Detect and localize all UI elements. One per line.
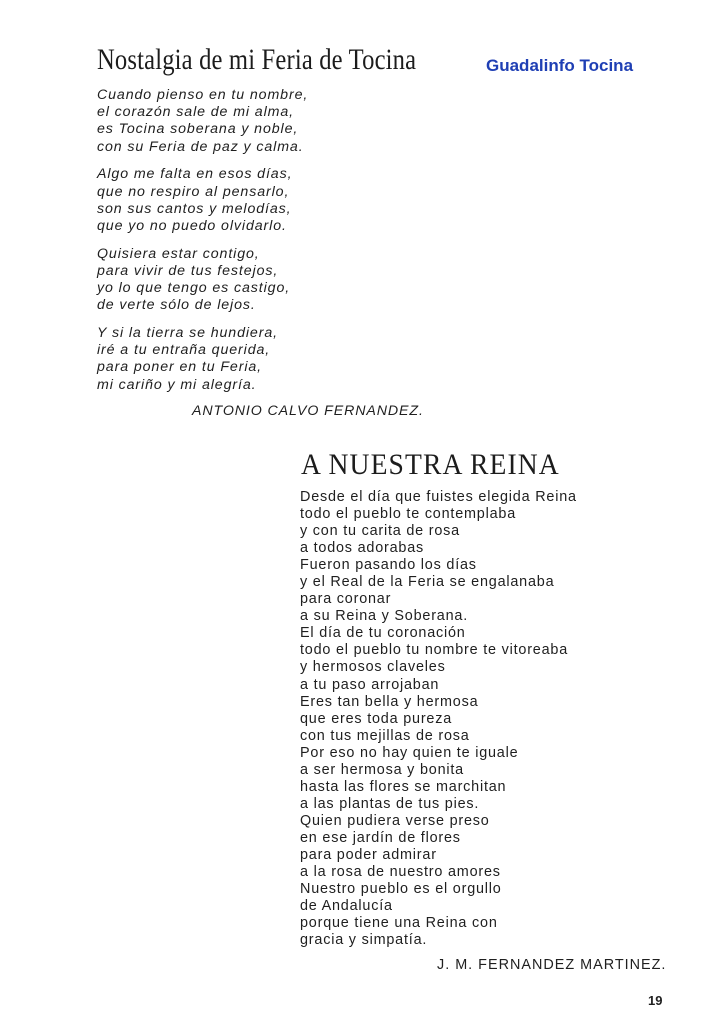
poem-line: de verte sólo de lejos. bbox=[97, 297, 256, 314]
poem-line: para coronar bbox=[300, 591, 392, 608]
poem-line: son sus cantos y melodías, bbox=[97, 200, 292, 217]
poem-line: yo lo que tengo es castigo, bbox=[97, 280, 291, 297]
poem-line: en ese jardín de flores bbox=[300, 829, 461, 846]
poem-line: Algo me falta en esos días, bbox=[97, 166, 293, 183]
poem-line: es Tocina soberana y noble, bbox=[97, 121, 299, 138]
poem-1-body bbox=[97, 87, 308, 404]
poem-line: para poder admirar bbox=[300, 846, 437, 863]
poem-line: a la rosa de nuestro amores bbox=[300, 864, 501, 881]
poem-line: que yo no puedo olvidarlo. bbox=[97, 217, 287, 234]
poem-line: hasta las flores se marchitan bbox=[300, 778, 507, 795]
page-number: 19 bbox=[648, 993, 663, 1008]
poem-line: El día de tu coronación bbox=[300, 625, 466, 642]
poem-line: a su Reina y Soberana. bbox=[300, 608, 468, 625]
poem-line: porque tiene una Reina con bbox=[300, 915, 498, 932]
poem-line: y el Real de la Feria se engalanaba bbox=[300, 574, 555, 591]
poem-line: que no respiro al pensarlo, bbox=[97, 183, 290, 200]
poem-line: Eres tan bella y hermosa bbox=[300, 693, 479, 710]
poem-line: y hermosos claveles bbox=[300, 659, 446, 676]
poem-line: a tu paso arrojaban bbox=[300, 676, 440, 693]
poem-line: para poner en tu Feria, bbox=[97, 359, 263, 376]
poem-2-title: A NUESTRA REINA bbox=[301, 448, 560, 481]
poem-line: Nuestro pueblo es el orgullo bbox=[300, 881, 502, 898]
poem-line: que eres toda pureza bbox=[300, 710, 453, 727]
poem-line: con su Feria de paz y calma. bbox=[97, 138, 304, 155]
stanza bbox=[97, 166, 308, 235]
poem-line: el corazón sale de mi alma, bbox=[97, 104, 294, 121]
poem-line: con tus mejillas de rosa bbox=[300, 727, 470, 744]
poem-2-author: J. M. FERNANDEZ MARTINEZ. bbox=[437, 957, 667, 973]
poem-line: Y si la tierra se hundiera, bbox=[97, 324, 278, 341]
poem-line: Fueron pasando los días bbox=[300, 557, 477, 574]
stanza bbox=[97, 246, 308, 315]
poem-line: Por eso no hay quien te iguale bbox=[300, 744, 519, 761]
poem-line: mi cariño y mi alegría. bbox=[97, 376, 257, 393]
poem-2-body bbox=[300, 489, 577, 949]
poem-line: de Andalucía bbox=[300, 898, 393, 915]
poem-line: Quien pudiera verse preso bbox=[300, 812, 490, 829]
poem-line: para vivir de tus festejos, bbox=[97, 262, 279, 279]
poem-line: todo el pueblo te contemplaba bbox=[300, 506, 517, 523]
poem-line: y con tu carita de rosa bbox=[300, 523, 460, 540]
poem-line: a las plantas de tus pies. bbox=[300, 795, 480, 812]
stanza bbox=[97, 87, 308, 156]
poem-line: iré a tu entraña querida, bbox=[97, 342, 271, 359]
poem-line: Desde el día que fuistes elegida Reina bbox=[300, 489, 577, 505]
poem-1-author: ANTONIO CALVO FERNANDEZ. bbox=[192, 403, 424, 419]
poem-line: Cuando pienso en tu nombre, bbox=[97, 87, 309, 103]
watermark-label: Guadalinfo Tocina bbox=[486, 56, 634, 75]
poem-line: a todos adorabas bbox=[300, 540, 425, 557]
poem-line: Quisiera estar contigo, bbox=[97, 245, 260, 262]
poem-line: a ser hermosa y bonita bbox=[300, 761, 464, 778]
poem-1-title: Nostalgia de mi Feria de Tocina bbox=[97, 43, 417, 76]
poem-line: gracia y simpatía. bbox=[300, 932, 428, 949]
stanza bbox=[97, 325, 308, 394]
poem-line: todo el pueblo tu nombre te vitoreaba bbox=[300, 642, 569, 659]
